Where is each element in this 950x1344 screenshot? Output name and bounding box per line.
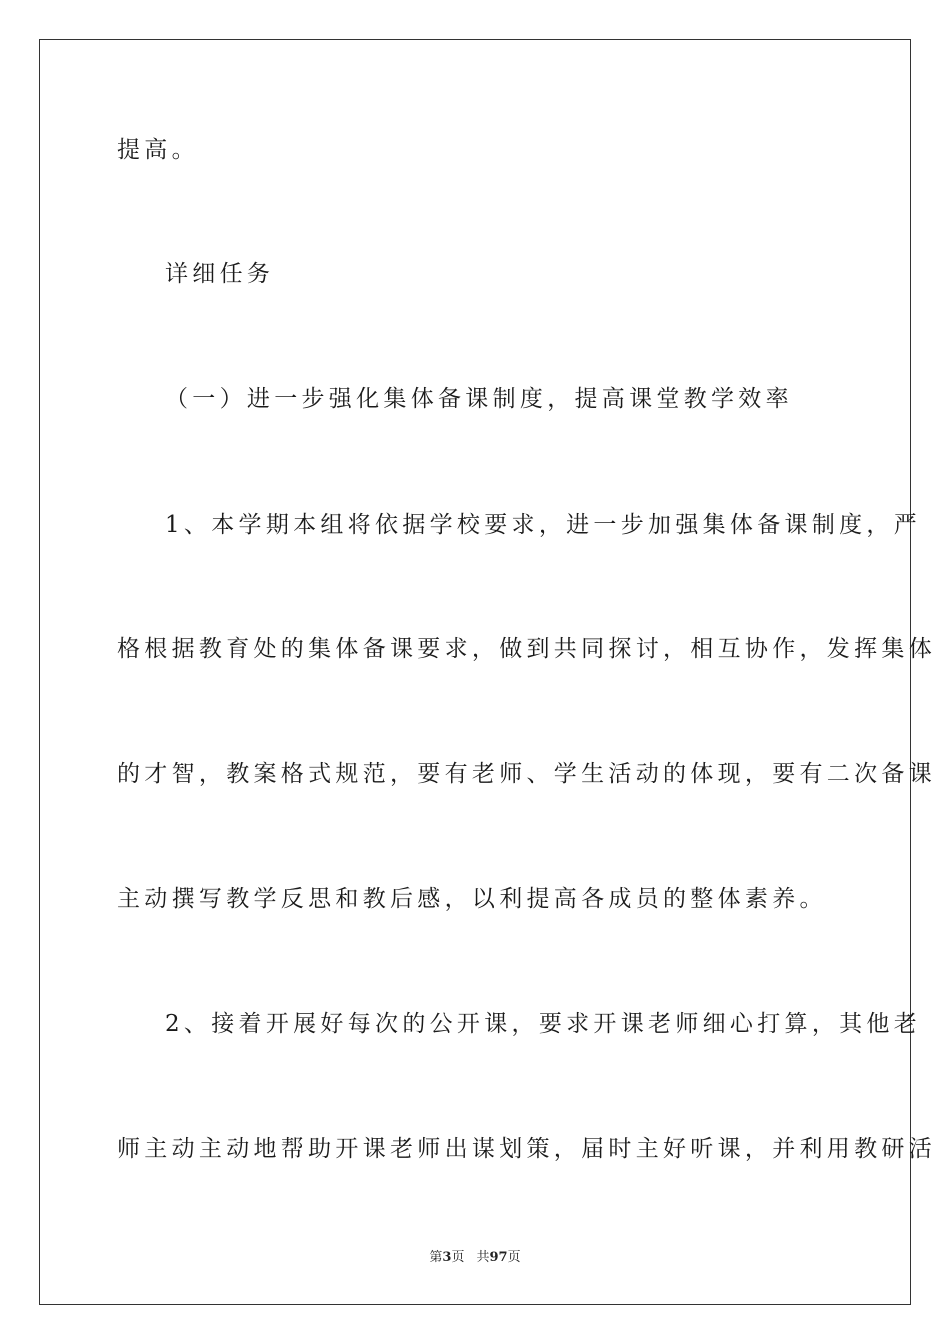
paragraph-1-line-1: 1、本学期本组将依据学校要求，进一步加强集体备课制度，严 <box>165 512 922 538</box>
paragraph-2-line-2: 师主动主动地帮助开课老师出谋划策，届时主好听课，并利用教研活 <box>117 1136 936 1162</box>
paragraph-1-line-3: 的才智，教案格式规范，要有老师、学生活动的体现，要有二次备课 <box>117 761 936 787</box>
section-heading-tasks: 详细任务 <box>165 261 275 287</box>
page-prefix: 第 <box>429 1250 443 1265</box>
subsection-heading-1: （一）进一步强化集体备课制度，提高课堂教学效率 <box>165 386 793 412</box>
paragraph-2-line-1: 2、接着开展好每次的公开课，要求开课老师细心打算，其他老 <box>165 1011 922 1037</box>
page-footer <box>0 1250 950 1266</box>
paragraph-1-line-4: 主动撰写教学反思和教后感，以利提高各成员的整体素养。 <box>117 886 827 912</box>
body-line-continuation: 提高。 <box>117 137 199 163</box>
page-border <box>39 39 911 1305</box>
total-prefix: 共 <box>476 1250 490 1265</box>
paragraph-1-line-2: 格根据教育处的集体备课要求，做到共同探讨，相互协作，发挥集体 <box>117 636 936 662</box>
total-suffix: 页 <box>507 1250 521 1265</box>
page-suffix: 页 <box>451 1250 465 1265</box>
total-pages: 97 <box>489 1250 508 1265</box>
page-number: 3 <box>442 1250 452 1265</box>
